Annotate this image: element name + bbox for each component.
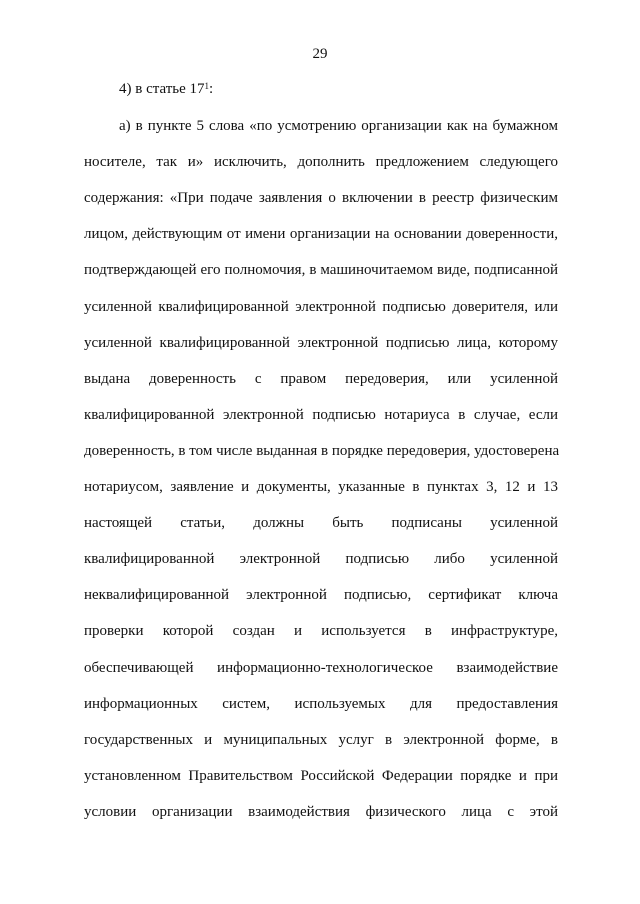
paragraph-line: проверки которой создан и используется в инфраструктуре, — [84, 623, 558, 640]
paragraph-line: подтверждающей его полномочия, в машиночитаемом виде, подписанной — [84, 262, 558, 279]
item-heading — [119, 80, 558, 98]
item-heading-suffix: : — [209, 81, 214, 97]
paragraph-line: лицом, действующим от имени организации на основании доверенности, — [84, 226, 558, 243]
paragraph-line: усиленной квалифицированной электронной подписью лица, которому — [84, 334, 558, 351]
paragraph-line: доверенность, в том числе выданная в порядке передоверия, удостоверена — [84, 442, 560, 459]
paragraph-line: обеспечивающей информационно-технологическое взаимодействие — [84, 659, 558, 676]
page-number: 29 — [312, 46, 328, 62]
paragraph-line: квалифицированной электронной подписью либо усиленной — [84, 551, 558, 568]
paragraph-line: нотариусом, заявление и документы, указанные в пунктах 3, 12 и 13 — [84, 479, 558, 495]
paragraph-line: неквалифицированной электронной подписью, сертификат ключа — [84, 587, 558, 604]
paragraph-line: условии организации взаимодействия физического лица с этой — [84, 803, 558, 820]
paragraph-line: носителе, так и» исключить, дополнить предложением следующего — [84, 154, 558, 171]
paragraph-line: установленном Правительством Российской Федерации порядке и при — [84, 767, 558, 784]
paragraph-line: содержания: «При подаче заявления о включении в реестр физическим — [84, 190, 558, 207]
item-heading-superscript: 1 — [204, 81, 210, 91]
paragraph-line: государственных и муниципальных услуг в электронной форме, в — [84, 731, 558, 748]
paragraph-line: а) в пункте 5 слова «по усмотрению организации как на бумажном — [119, 118, 558, 134]
item-heading-text: 4) в статье 17 — [119, 81, 205, 97]
paragraph-line: выдана доверенность с правом передоверия, или усиленной — [84, 370, 558, 387]
paragraph-line: настоящей статьи, должны быть подписаны усиленной — [84, 515, 558, 532]
paragraph-line: информационных систем, используемых для предоставления — [84, 695, 558, 712]
paragraph-line: усиленной квалифицированной электронной подписью доверителя, или — [84, 298, 558, 315]
paragraph-line: квалифицированной электронной подписью нотариуса в случае, если — [84, 406, 558, 423]
